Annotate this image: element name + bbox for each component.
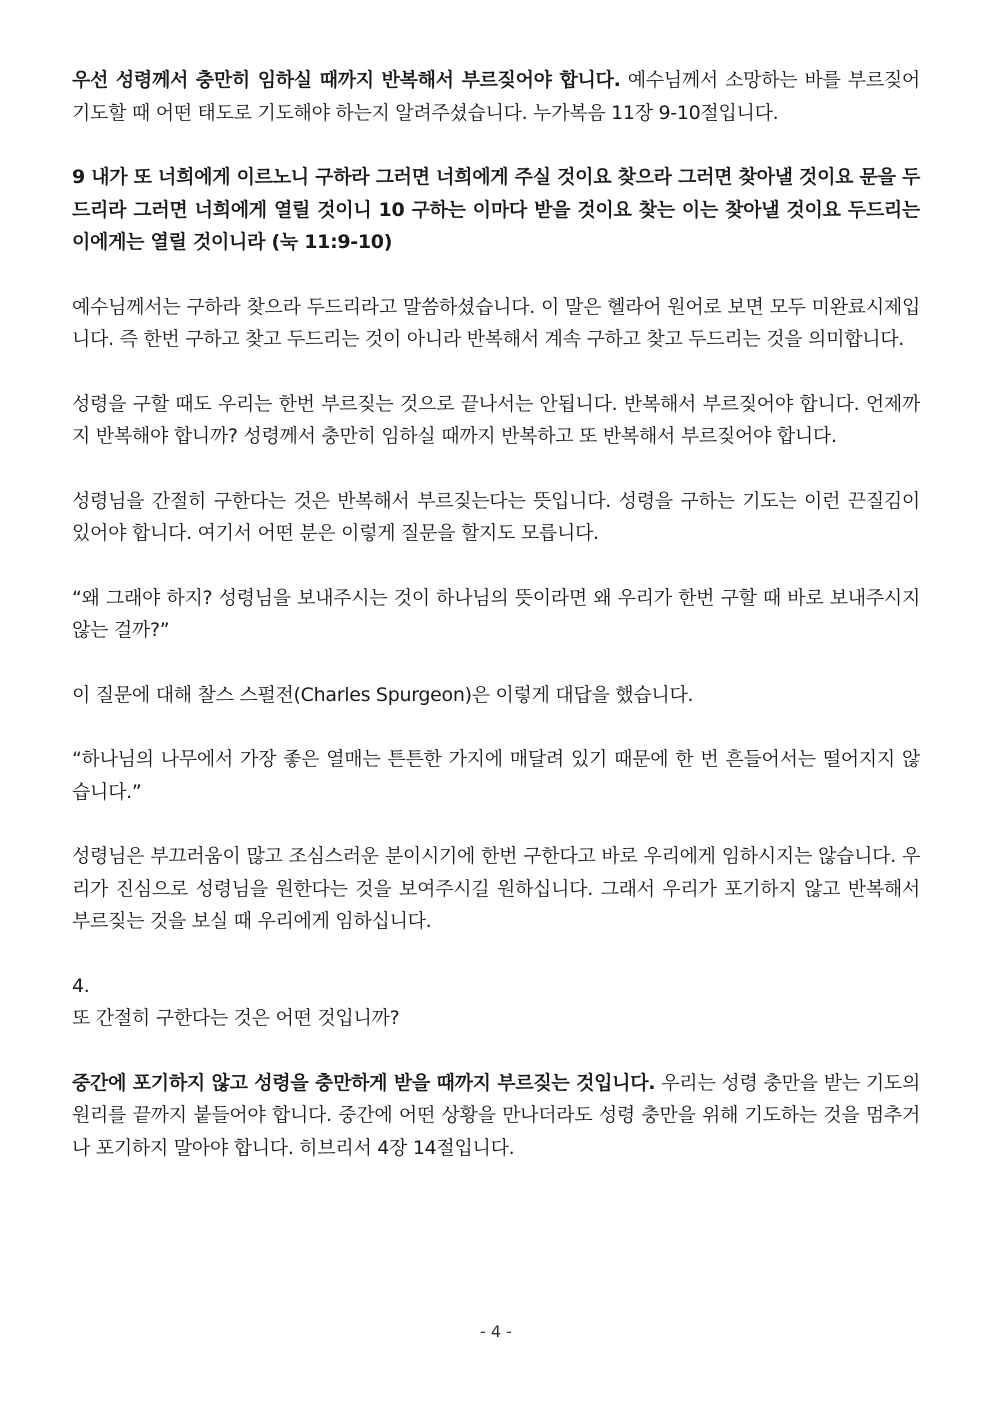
paragraph-3: 예수님께서는 구하라 찾으라 두드리라고 말씀하셨습니다. 이 말은 헬라어 원어로 보면 모두 미완료시제입니다. 즉 한번 구하고 찾고 두드리는 것이 아니라 반복해서 계속 구하고 찾고 두드리는 것을 의미합니다. (72, 295, 920, 350)
paragraph-1-body: 예수님께서 소망하는 바를 부르짖어 기도할 때 어떤 태도로 기도해야 하는지 알려주셨습니다. 누가복음 11장 9-10절입니다. (72, 69, 920, 124)
scripture-quote (72, 161, 920, 259)
page-number: - 4 - (480, 1322, 512, 1341)
paragraph-9: 성령님은 부끄러움이 많고 조심스러운 분이시기에 한번 구한다고 바로 우리에게 임하시지는 않습니다. 우리가 진심으로 성령님을 원한다는 것을 보여주시길 원하십니다. 그래서 우리가 포기하지 않고 반복해서 부르짖는 것을 보실 때 우리에게 임하십니다. (72, 845, 920, 932)
paragraph-11 (72, 1067, 920, 1165)
scripture-quote-text: 9 내가 또 너희에게 이르노니 구하라 그러면 너희에게 주실 것이요 찾으라 그러면 찾아낼 것이요 문을 두드리라 그러면 너희에게 열릴 것이니 10 구하는 이마다 받을 것이요 찾는 이는 찾아낼 것이요 두드리는 이에게는 열릴 것이니라 (눅 11:9-10) (72, 166, 920, 253)
section-question: 또 간절히 구한다는 것은 어떤 것입니까? (72, 1007, 400, 1029)
paragraph-1 (72, 64, 920, 129)
spurgeon-quote: “하나님의 나무에서 가장 좋은 열매는 튼튼한 가지에 매달려 있기 때문에 한 번 흔들어서는 떨어지지 않습니다.” (72, 748, 920, 803)
section-number: 4. (72, 974, 90, 997)
paragraph-4: 성령을 구할 때도 우리는 한번 부르짖는 것으로 끝나서는 안됩니다. 반복해서 부르짖어야 합니다. 언제까지 반복해야 합니까? 성령께서 충만히 임하실 때까지 반복하고 또 반복해서 부르짖어야 합니다. (72, 392, 920, 447)
paragraph-5: 성령님을 간절히 구한다는 것은 반복해서 부르짖는다는 뜻입니다. 성령을 구하는 기도는 이런 끈질김이 있어야 합니다. 여기서 어떤 분은 이렇게 질문을 할지도 모릅니다. (72, 489, 920, 544)
paragraph-1-emphasis: 우선 성령께서 충만히 임하실 때까지 반복해서 부르짖어야 합니다. (72, 69, 621, 91)
paragraph-11-emphasis: 중간에 포기하지 않고 성령을 충만하게 받을 때까지 부르짖는 것입니다. (72, 1071, 656, 1094)
paragraph-11-body: 우리는 성령 충만을 받는 기도의 원리를 끝까지 붙들어야 합니다. 중간에 어떤 상황을 만나더라도 성령 충만을 위해 기도하는 것을 멈추거나 포기하지 말아야 합니다. 히브리서 4장 14절입니다. (72, 1071, 920, 1159)
question-quote: “왜 그래야 하지? 성령님을 보내주시는 것이 하나님의 뜻이라면 왜 우리가 한번 구할 때 바로 보내주시지 않는 걸까?” (72, 586, 920, 641)
paragraph-7: 이 질문에 대해 찰스 스펄전(Charles Spurgeon)은 이렇게 대답을 했습니다. (72, 683, 694, 706)
document-page (72, 64, 920, 1196)
